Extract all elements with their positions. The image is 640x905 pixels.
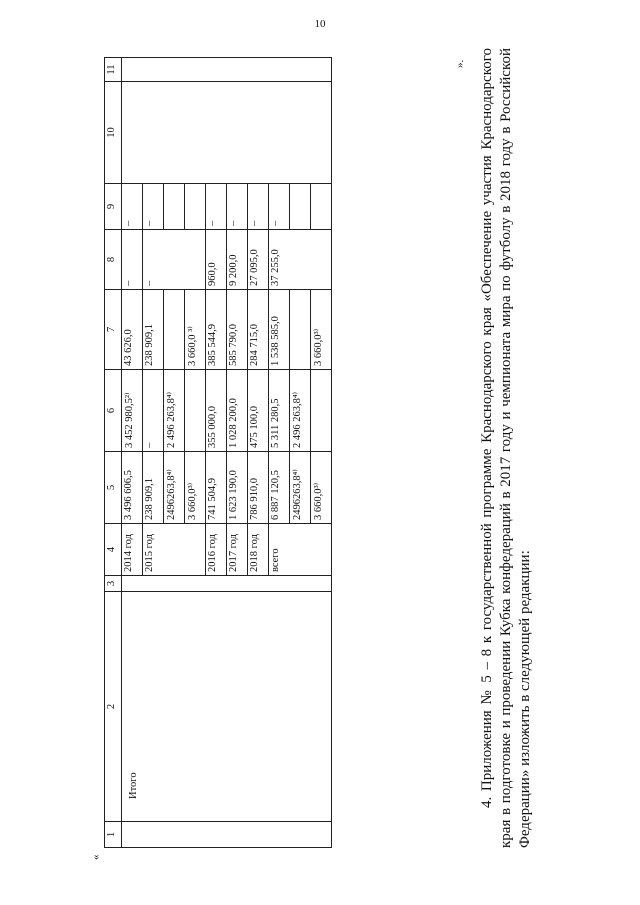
value-col6: – — [143, 370, 164, 452]
value-col5: 3 660,0³⁾ — [311, 452, 332, 524]
col-num-9: 9 — [105, 184, 122, 230]
value-col5: 741 504,9 — [206, 452, 227, 524]
value-col5: 1 623 190,0 — [227, 452, 248, 524]
value-col9: – — [143, 184, 164, 230]
col-num-8: 8 — [105, 230, 122, 290]
value-col8: – — [143, 230, 206, 290]
value-col7: 43 626,0 — [122, 290, 143, 370]
value-col5: 3 660,0³⁾ — [185, 452, 206, 524]
year-cell: 2016 год — [206, 524, 227, 576]
value-col6: 2 496 263,8⁴⁾ — [290, 370, 311, 452]
value-col7: 585 790,0 — [227, 290, 248, 370]
year-cell: 2014 год — [122, 524, 143, 576]
value-col9 — [185, 184, 206, 230]
cell-col1 — [122, 822, 332, 848]
value-col7: 385 544,9 — [206, 290, 227, 370]
col-num-1: 1 — [105, 822, 122, 848]
total-label: Итого — [122, 592, 332, 822]
value-col9 — [290, 184, 311, 230]
value-col9: – — [248, 184, 269, 230]
value-col9: – — [227, 184, 248, 230]
year-cell: 2017 год — [227, 524, 248, 576]
table-row — [122, 58, 143, 848]
page-number: 10 — [314, 18, 326, 30]
value-col8: 9 200,0 — [227, 230, 248, 290]
value-col8: 960,0 — [206, 230, 227, 290]
column-number-row — [105, 58, 122, 848]
col-num-4: 4 — [105, 524, 122, 576]
value-col8: 37 255,0 — [269, 230, 332, 290]
value-col5: 6 887 120,5 — [269, 452, 290, 524]
rotated-content — [90, 48, 544, 860]
value-col6: 475 100,0 — [248, 370, 269, 452]
value-col6: 5 311 280,5 — [269, 370, 290, 452]
cell-col11 — [122, 58, 332, 82]
value-col9: – — [122, 184, 143, 230]
value-col5: 2496263,8⁴⁾ — [164, 452, 185, 524]
value-col6: 2 496 263,8⁴⁾ — [164, 370, 185, 452]
col-num-10: 10 — [105, 82, 122, 184]
cell-col3 — [122, 576, 332, 592]
value-col6 — [311, 370, 332, 452]
year-cell: 2018 год — [248, 524, 269, 576]
budget-table — [104, 57, 332, 848]
value-col7 — [290, 290, 311, 370]
value-col5: 3 496 606,5 — [122, 452, 143, 524]
value-col6 — [185, 370, 206, 452]
year-cell: всего — [269, 524, 332, 576]
value-col7: 284 715,0 — [248, 290, 269, 370]
value-col9 — [311, 184, 332, 230]
value-col9 — [164, 184, 185, 230]
value-col8: 27 095,0 — [248, 230, 269, 290]
value-col5: 2496263,8⁴⁾ — [290, 452, 311, 524]
opening-quote: « — [90, 854, 102, 860]
col-num-3: 3 — [105, 576, 122, 592]
value-col7: 3 660,0³⁾ — [311, 290, 332, 370]
col-num-7: 7 — [105, 290, 122, 370]
amendment-paragraph: 4. Приложения № 5 – 8 к государственной программе Краснодарского края «Обеспечение участия Краснодарского края в подготовке и проведении Кубка конфедераций в 2017 году и чемпионата мира по футболу в 2018 году в Российской Федерации» изложить в следующей редакции: — [479, 48, 533, 848]
value-col6: 1 028 200,0 — [227, 370, 248, 452]
value-col6: 3 452 980,5²⁾ — [122, 370, 143, 452]
col-num-6: 6 — [105, 370, 122, 452]
value-col7: 238 909,1 — [143, 290, 164, 370]
col-num-11: 11 — [105, 58, 122, 82]
value-col5: 238 909,1 — [143, 452, 164, 524]
value-col7: 3 660,0 ³⁾ — [185, 290, 206, 370]
cell-col10 — [122, 82, 332, 184]
value-col8: – — [122, 230, 143, 290]
value-col7: 1 538 585,0 — [269, 290, 290, 370]
closing-quote: ». — [454, 59, 466, 68]
col-num-2: 2 — [105, 592, 122, 822]
value-col6: 355 000,0 — [206, 370, 227, 452]
value-col9: – — [206, 184, 227, 230]
value-col9: – — [269, 184, 290, 230]
value-col5: 786 910,0 — [248, 452, 269, 524]
year-cell: 2015 год — [143, 524, 206, 576]
value-col7 — [164, 290, 185, 370]
col-num-5: 5 — [105, 452, 122, 524]
